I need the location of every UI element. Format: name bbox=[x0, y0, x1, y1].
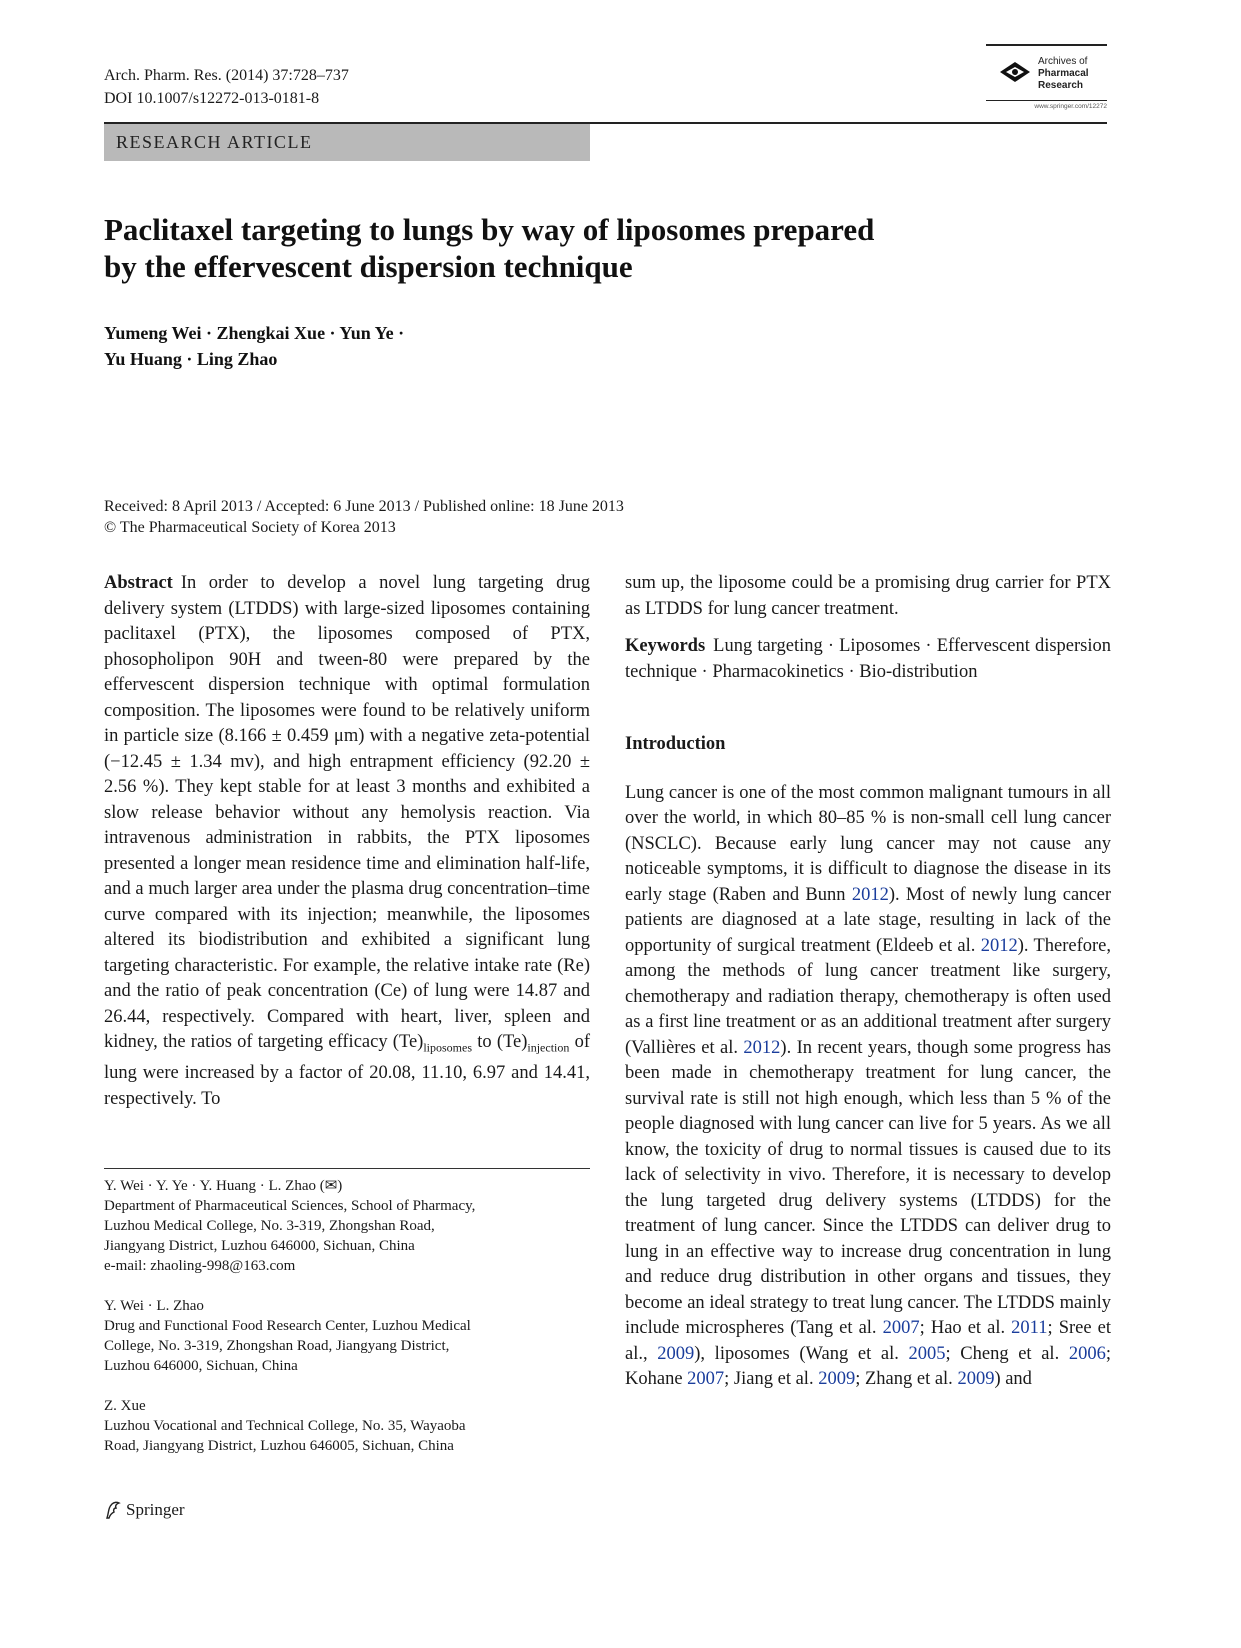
te-subscript: liposomes bbox=[423, 1040, 473, 1055]
affiliation-line: Road, Jiangyang District, Luzhou 646005, Sichuan, China bbox=[104, 1438, 454, 1454]
affiliation-line: Drug and Functional Food Research Center, Luzhou Medical bbox=[104, 1318, 471, 1334]
journal-name-line: Pharmacal bbox=[1038, 68, 1089, 79]
affiliation-names: Y. Wei · L. Zhao bbox=[104, 1298, 204, 1314]
journal-logo bbox=[986, 44, 1107, 114]
keywords-text: Lung targeting · Liposomes · Effervescent dispersion technique · Pharmacokinetics · Bio-distribution bbox=[625, 636, 1111, 682]
title-line: by the effervescent dispersion technique bbox=[104, 249, 633, 284]
abstract-label: Abstract bbox=[104, 573, 173, 593]
reference-link[interactable]: 2007 bbox=[687, 1369, 725, 1389]
intro-text: ). Most of newly lung cancer patients are diagnosed at a late stage, resulting in lack of the opportunity of surgical treatment (Eldeeb et al. bbox=[625, 884, 1111, 956]
authors-line: Yu Huang · Ling Zhao bbox=[104, 349, 278, 369]
affiliation-block bbox=[104, 1396, 590, 1456]
publication-dates bbox=[104, 496, 624, 538]
introduction-heading: Introduction bbox=[625, 734, 726, 754]
abstract-text: of lung were increased by a factor of 20.08, 11.10, 6.97 and 14.41, respectively. To bbox=[104, 1032, 590, 1109]
introduction-paragraph bbox=[625, 781, 1111, 1393]
keywords-label: Keywords bbox=[625, 636, 706, 656]
reference-link[interactable]: 2009 bbox=[657, 1343, 695, 1364]
reference-link[interactable]: 2012 bbox=[851, 884, 889, 905]
abstract-column bbox=[104, 571, 590, 1112]
intro-text: ; Sree et al., bbox=[625, 1318, 1111, 1364]
affiliation-line: College, No. 3-319, Zhongshan Road, Jiangyang District, bbox=[104, 1338, 450, 1354]
intro-text: ; Cheng et al. bbox=[945, 1343, 1069, 1364]
doi-line: DOI 10.1007/s12272-013-0181-8 bbox=[104, 90, 320, 107]
email-link[interactable]: e-mail: zhaoling-998@163.com bbox=[104, 1258, 296, 1274]
affiliation-block bbox=[104, 1176, 590, 1276]
affiliation-line: Jiangyang District, Luzhou 646000, Sichuan, China bbox=[104, 1238, 415, 1254]
journal-name bbox=[1038, 56, 1089, 92]
reference-link[interactable]: 2009 bbox=[957, 1369, 995, 1389]
keywords bbox=[625, 634, 1111, 685]
intro-text: ; Jiang et al. bbox=[724, 1369, 819, 1389]
affiliation-line: Luzhou Medical College, No. 3-319, Zhongshan Road, bbox=[104, 1218, 435, 1234]
citation-line: Arch. Pharm. Res. (2014) 37:728–737 bbox=[104, 67, 349, 84]
intro-text: ). Therefore, among the methods of lung cancer treatment like surgery, chemotherapy and radiation therapy, chemotherapy is often used as a first line treatment or as an additional treatment after surgery (Vallières et al. bbox=[625, 935, 1111, 1058]
intro-text: ). In recent years, though some progress has been made in chemotherapy treatment for lung cancer, the survival rate is still not high enough, which less than 5 % of the people diagnosed with lung cancer can live for 5 years. As we all know, the toxicity of drug to normal tissues is caused due to its lack of selectivity in vivo. Therefore, it is necessary to develop the lung targeted drug delivery systems (LTDDS) for the treatment of lung cancer. Since the LTDDS can deliver drug to lung in an effective way to increase drug concentration in lung and reduce drug distribution in other organs and tissues, they become an ideal strategy to treat lung cancer. The LTDDS mainly include microspheres (Tang et al. bbox=[625, 1037, 1111, 1338]
dates-line: Received: 8 April 2013 / Accepted: 6 June 2013 / Published online: 18 June 2013 bbox=[104, 498, 624, 515]
intro-text: ), liposomes (Wang et al. bbox=[694, 1343, 909, 1364]
reference-link[interactable]: 2011 bbox=[1011, 1318, 1048, 1338]
abstract bbox=[104, 571, 590, 1112]
copyright-line: © The Pharmaceutical Society of Korea 2013 bbox=[104, 519, 396, 536]
authors-line: Yumeng Wei · Zhengkai Xue · Yun Ye · bbox=[104, 323, 405, 343]
section-tag bbox=[104, 124, 590, 161]
te-term: (Te) bbox=[392, 1032, 424, 1052]
intro-text: ; Zhang et al. bbox=[855, 1369, 958, 1389]
affiliation-line: Luzhou Vocational and Technical College, No. 35, Wayaoba bbox=[104, 1418, 466, 1434]
abstract-text: to bbox=[472, 1032, 497, 1052]
reference-link[interactable]: 2007 bbox=[882, 1318, 920, 1338]
reference-link[interactable]: 2006 bbox=[1068, 1343, 1106, 1364]
abstract-continuation: sum up, the liposome could be a promising drug carrier for PTX as LTDDS for lung cancer treatment. bbox=[625, 573, 1111, 619]
citation-header bbox=[104, 64, 349, 110]
abstract-text: In order to develop a novel lung targeting drug delivery system (LTDDS) with large-sized liposomes containing paclitaxel (PTX), the liposomes composed of PTX, phosopholipon 90H and tween-80 were prepared by the effervescent dispersion technique with optimal formulation composition. The liposomes were found to be relatively uniform in particle size (8.166 ± 0.459 μm) with a negative zeta-potential (−12.45 ± 1.34 mv), and high entrapment efficiency (92.20 ± 2.56 %). They kept stable for at least 3 months and exhibited a slow release behavior without any hemolysis reaction. Via intravenous administration in rabbits, the PTX liposomes presented a longer mean residence time and elimination half-life, and a much larger area under the plasma drug concentration–time curve compared with its injection; meanwhile, the liposomes altered its biodistribution and exhibited a significant lung targeting characteristic. For example, the relative intake rate (Re) and the ratio of peak concentration (Ce) of lung were 14.87 and 26.44, respectively. Compared with heart, liver, spleen and kidney, the ratios of targeting efficacy bbox=[104, 573, 590, 1052]
intro-text: ) and bbox=[994, 1369, 1032, 1389]
author-list bbox=[104, 320, 664, 372]
te-term: (Te) bbox=[496, 1032, 528, 1052]
section-tag-label: RESEARCH ARTICLE bbox=[116, 132, 313, 152]
reference-link[interactable]: 2005 bbox=[908, 1343, 946, 1364]
publisher-logo bbox=[104, 1500, 185, 1520]
te-subscript: injection bbox=[527, 1040, 570, 1055]
journal-url[interactable]: www.springer.com/12272 bbox=[1034, 103, 1107, 110]
affiliation-block bbox=[104, 1296, 590, 1376]
affiliation-names: Y. Wei · Y. Ye · Y. Huang · L. Zhao (✉) bbox=[104, 1178, 343, 1194]
publisher-name: Springer bbox=[126, 1500, 185, 1519]
right-column bbox=[625, 571, 1111, 1393]
logo-rule bbox=[986, 44, 1107, 46]
reference-link[interactable]: 2009 bbox=[818, 1369, 856, 1389]
springer-horse-icon bbox=[104, 1500, 122, 1520]
affiliation-names: Z. Xue bbox=[104, 1398, 146, 1414]
journal-name-line: Research bbox=[1038, 80, 1084, 91]
logo-rule bbox=[986, 100, 1107, 101]
journal-name-line: Archives of bbox=[1038, 56, 1088, 67]
article-title bbox=[104, 211, 1004, 285]
intro-text: ; Hao et al. bbox=[919, 1318, 1012, 1338]
reference-link[interactable]: 2012 bbox=[980, 935, 1018, 956]
journal-emblem-icon bbox=[996, 58, 1034, 88]
affiliation-line: Department of Pharmaceutical Sciences, School of Pharmacy, bbox=[104, 1198, 476, 1214]
footnote-rule bbox=[104, 1168, 590, 1169]
reference-link[interactable]: 2012 bbox=[743, 1037, 781, 1058]
intro-text: ; Kohane bbox=[625, 1343, 1111, 1389]
title-line: Paclitaxel targeting to lungs by way of liposomes prepared bbox=[104, 212, 875, 247]
affiliation-line: Luzhou 646000, Sichuan, China bbox=[104, 1358, 298, 1374]
intro-text: Lung cancer is one of the most common malignant tumours in all over the world, in which 80–85 % is non-small cell lung cancer (NSCLC). Because early lung cancer may not cause any noticeable symptoms, it is difficult to diagnose the disease in its early stage (Raben and Bunn bbox=[625, 782, 1111, 905]
